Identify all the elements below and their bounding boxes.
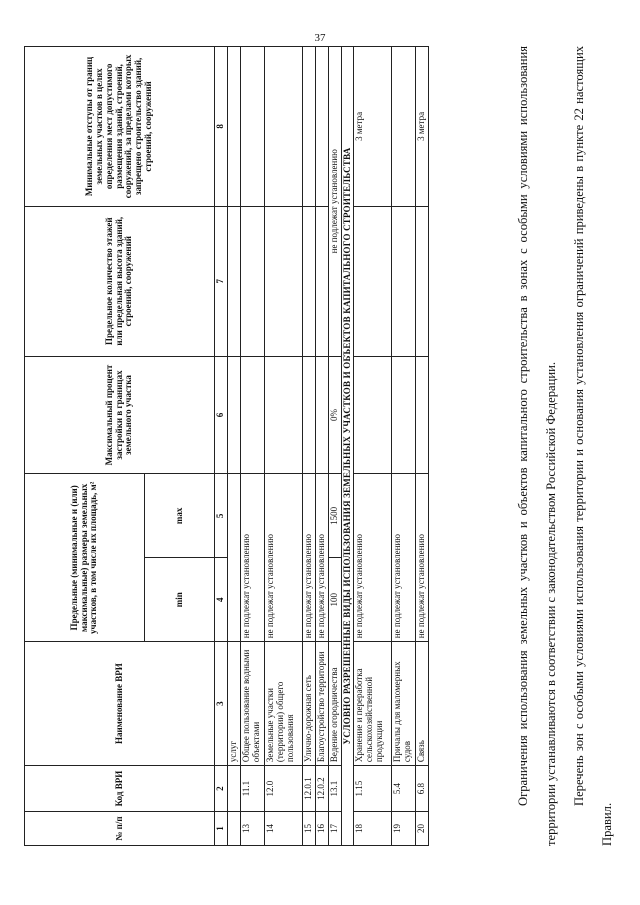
row-area: не подлежат установлению <box>354 474 392 642</box>
row-num: 19 <box>392 812 416 846</box>
header-setback: Минимальные отступы от границ земельных участков в целях определения мест допустимого размещения зданий, строений, сооружений, за пределами которых запрещено строительство зданий, строений, сооружений <box>25 47 215 207</box>
row-code: 12.0 <box>264 766 302 812</box>
row-rest: не подлежат установлению <box>328 47 341 357</box>
table-row <box>240 47 264 846</box>
table-row <box>302 47 315 846</box>
row-num: 18 <box>354 812 392 846</box>
row-code: 13.1 <box>328 766 341 812</box>
zoning-table <box>24 46 429 846</box>
row-num: 20 <box>416 812 429 846</box>
row-name: Общее пользование водными объектами <box>240 642 264 766</box>
row-num: 17 <box>328 812 341 846</box>
header-area-max: max <box>145 474 215 558</box>
rotated-content <box>24 46 614 846</box>
table-row <box>392 47 416 846</box>
col-number: 3 <box>215 642 228 766</box>
column-number-row <box>215 47 228 846</box>
table-row <box>264 47 302 846</box>
row-code: 12.0.2 <box>315 766 328 812</box>
row-code: 12.0.1 <box>302 766 315 812</box>
row-name: Причалы для маломерных судов <box>392 642 416 766</box>
paragraph-zone-list: Перечень зон с особыми условиями использования территории и основания установления ограничений приведены в пункте 22 настоящих Правил. <box>571 46 614 846</box>
row-area: не подлежат установлению <box>416 474 429 642</box>
row-name: Земельные участки (территории) общего пользования <box>264 642 302 766</box>
section-title: УСЛОВНО РАЗРЕШЕННЫЕ ВИДЫ ИСПОЛЬЗОВАНИЯ ЗЕМЕЛЬНЫХ УЧАСТКОВ И ОБЪЕКТОВ КАПИТАЛЬНОГО СТРОИТЕЛЬСТВА <box>341 47 354 846</box>
header-row <box>25 47 145 846</box>
row-area: не подлежат установлению <box>315 474 328 642</box>
col-number: 8 <box>215 47 228 207</box>
col-number: 4 <box>215 558 228 642</box>
row-area: не подлежат установлению <box>240 474 264 642</box>
header-area: Предельные (минимальные и (или) максимальные) размеры земельных участков, в том числе их площадь, м² <box>25 474 145 642</box>
header-code: Код ВРИ <box>25 766 215 812</box>
header-coverage: Максимальный процент застройки в границах земельного участка <box>25 356 215 474</box>
header-num: № п/п <box>25 812 215 846</box>
row-name: Улично-дорожная сеть <box>302 642 315 766</box>
row-setback: 3 метра <box>354 47 392 207</box>
row-name: Хранение и переработка сельскохозяйственной продукции <box>354 642 392 766</box>
page-number: 37 <box>314 32 326 44</box>
row-area: не подлежат установлению <box>392 474 416 642</box>
table-row <box>354 47 392 846</box>
table-row <box>228 47 241 846</box>
row-num: 15 <box>302 812 315 846</box>
row-name: Ведение огородничества <box>328 642 341 766</box>
row-area-min: 100 <box>328 558 341 642</box>
table-row <box>328 47 341 846</box>
col-number: 2 <box>215 766 228 812</box>
header-area-min: min <box>145 558 215 642</box>
row-name: услуг <box>228 642 241 766</box>
row-num: 14 <box>264 812 302 846</box>
header-name: Наименование ВРИ <box>25 642 215 766</box>
section-title-row <box>341 47 354 846</box>
row-num: 16 <box>315 812 328 846</box>
col-number: 5 <box>215 474 228 558</box>
header-floors: Предельное количество этажей или предельная высота зданий, строений, сооружений <box>25 206 215 356</box>
row-code: 6.8 <box>416 766 429 812</box>
row-area: не подлежат установлению <box>264 474 302 642</box>
row-code: 11.1 <box>240 766 264 812</box>
table-row <box>416 47 429 846</box>
col-number: 7 <box>215 206 228 356</box>
row-num: 13 <box>240 812 264 846</box>
row-name: Благоустройство территории <box>315 642 328 766</box>
row-area: не подлежат установлению <box>302 474 315 642</box>
row-coverage: 0% <box>328 356 341 474</box>
row-code: 1.15 <box>354 766 392 812</box>
row-code: 5.4 <box>392 766 416 812</box>
col-number: 1 <box>215 812 228 846</box>
row-area-max: 1500 <box>328 474 341 558</box>
row-setback: 3 метра <box>416 47 429 207</box>
row-name: Связь <box>416 642 429 766</box>
paragraph-restrictions: Ограничения использования земельных участков и объектов капитального строительства в зонах с особыми условиями использования территории устанавливаются в соответствии с законодательством Российской Федерации. <box>515 46 558 846</box>
table-row <box>315 47 328 846</box>
row-setback <box>392 47 416 207</box>
col-number: 6 <box>215 356 228 474</box>
